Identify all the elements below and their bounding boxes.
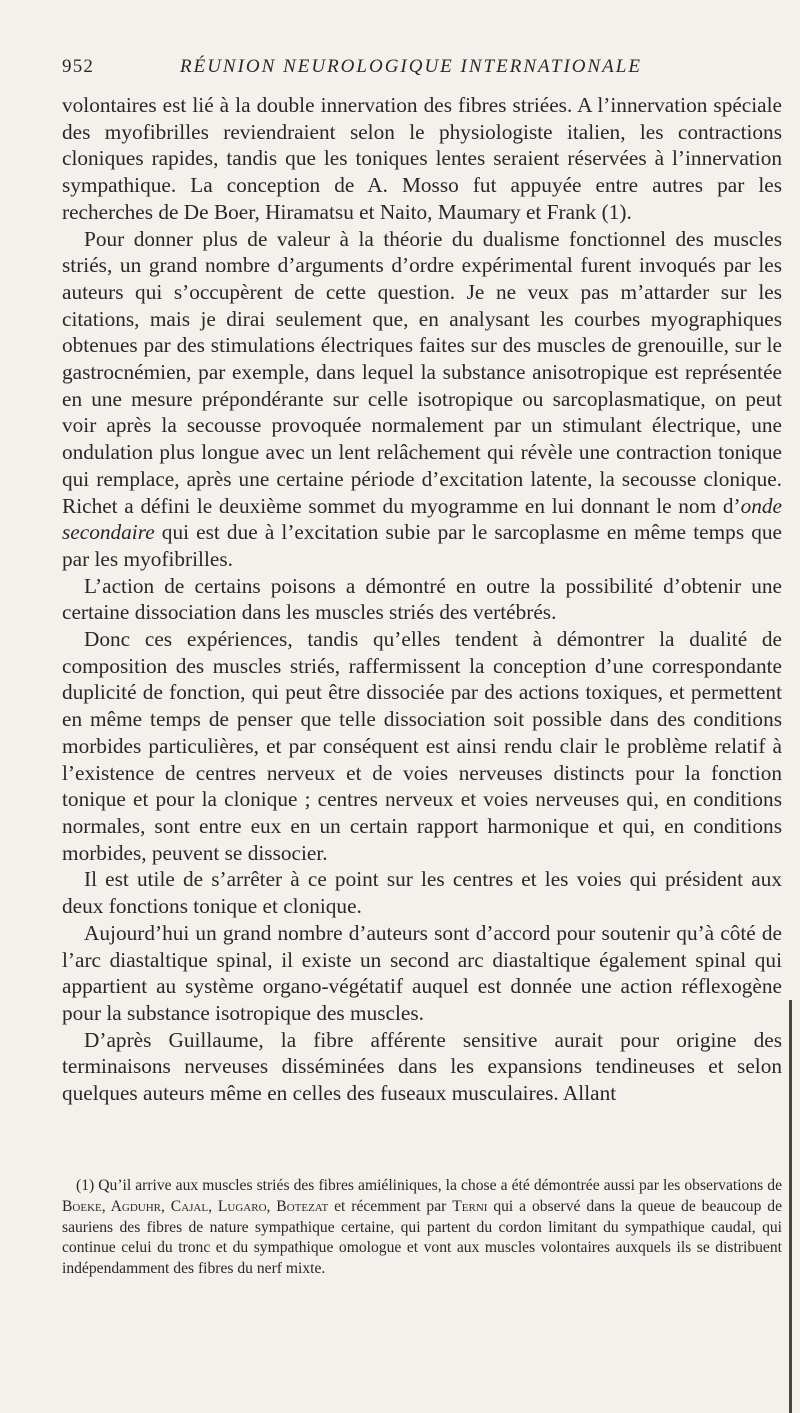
paragraph-text: D’après Guillaume, la fibre afférente sensitive aurait pour origine des terminaisons nerveuses disséminées dans les expansions tendineuses et selon quelques auteurs même en celles des fuseaux musculaires. Allant [62,1027,782,1106]
paragraph-text: Donc ces expériences, tandis qu’elles tendent à démontrer la dualité de composition des muscles striés, raffermissent la conception d’une correspondante duplicité de fonction, qui peut être dissociée par des actions toxiques, et permettent en même temps de penser que telle dissociation soit possible dans des conditions morbides particulières, et par conséquent est ainsi rendu clair le problème relatif à l’existence de centres nerveux et de voies nerveuses distincts pour la fonction tonique et pour la clonique ; centres nerveux et voies nerveuses qui, en conditions normales, sont entre eux en un certain rapport harmonique et qui, en conditions morbides, peuvent se dissocier. [62,627,782,865]
footnote-text [62,1176,782,1280]
page-number: 952 [62,56,95,77]
cited-author: Terni [452,1197,488,1215]
running-title: RÉUNION NEUROLOGIQUE INTERNATIONALE [180,56,642,77]
paragraph-text: volontaires est lié à la double innervation des fibres striées. A l’innervation spéciale des myofibrilles reviendraient selon le physiologiste italien, les contractions cloniques rapides, tandis que les toniques lentes seraient réservées à l’innervation sympathique. La conception de A. Mosso fut appuyée entre autres par les recherches de De Boer, Hiramatsu et Naito, Maumary et Frank (1). [62,93,782,224]
paragraph-text: qui est due à l’excitation subie par le sarcoplasme en même temps que par les myofibrilles. [62,520,782,571]
paragraph [62,226,782,573]
paragraph-text: Il est utile de s’arrêter à ce point sur les centres et les voies qui président aux deux fonctions tonique et clonique. [62,867,782,919]
main-text [62,92,782,1107]
paragraph [62,866,782,919]
paragraph [62,920,782,1027]
footnote-segment: qui a observé dans la queue de beaucoup de sauriens des fibres de nature sympathique certaine, qui partent du cordon limitant du sympathique caudal, qui continue celui du tronc et du sympathique omologue et vont aux muscles volontaires auxquels ils se distribuent indépendamment des fibres du nerf mixte. [62,1197,782,1278]
paragraph [62,573,782,626]
paragraph-text: Pour donner plus de valeur à la théorie du dualisme fonctionnel des muscles striés, un grand nombre d’arguments d’ordre expérimental furent invoqués par les auteurs qui s’occupèrent de cette question. Je ne veux pas m’attarder sur les citations, mais je dirai seulement que, en analysant les courbes myographiques obtenues par des stimulations électriques faites sur des muscles de grenouille, sur le gastrocnémien, par exemple, dans lequel la substance anisotropique est représentée en une mesure prépondérante sur celle isotropique ou sarcoplasmatique, on peut voir après la secousse provoquée normalement par un stimulant électrique, une ondulation plus longue avec un lent relâchement qui révèle une contraction tonique qui remplace, après une certaine période d’excitation latente, la secousse clonique. Richet a défini le deuxième sommet du myogramme en lui donnant le nom d’ [62,226,782,518]
cited-authors: Boeke, Agduhr, Cajal, Lugaro, Botezat [62,1197,329,1215]
page-edge-shadow [789,1000,792,1413]
paragraph [62,626,782,866]
paragraph [62,92,782,226]
italic-term: onde secondaire [62,493,782,545]
footnote [62,1176,782,1280]
paragraph-text: L’action de certains poisons a démontré en outre la possibilité d’obtenir une certaine dissociation dans les muscles striés des vertébrés. [62,573,782,625]
footnote-segment: (1) Qu’il arrive aux muscles striés des fibres amiéliniques, la chose a été démontrée aussi par les observations de [76,1177,782,1194]
page-header [62,56,738,82]
paragraph [62,1027,782,1107]
footnote-segment: et récemment par [328,1197,453,1215]
paragraph-text: Aujourd’hui un grand nombre d’auteurs sont d’accord pour soutenir qu’à côté de l’arc diastaltique spinal, il existe un second arc diastaltique également spinal qui appartient au système organo-végétatif auquel est donnée une action réflexogène pour la substance isotropique des muscles. [62,920,782,1025]
